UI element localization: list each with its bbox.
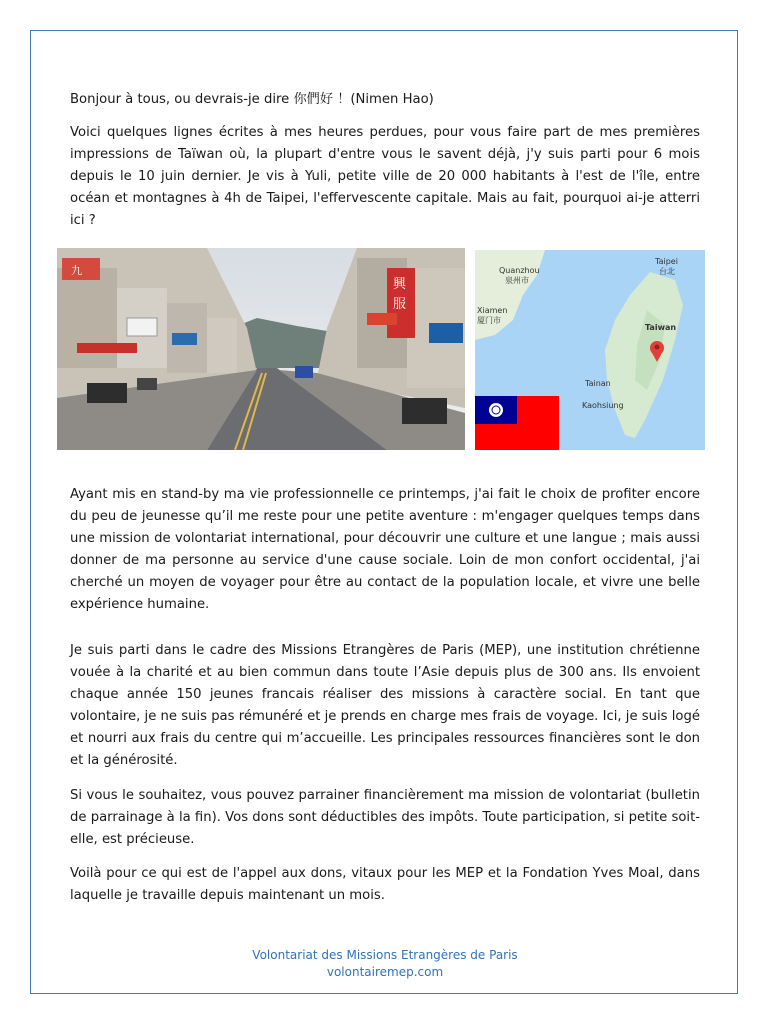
taiwan-map: [475, 250, 705, 450]
label-xiamen-zh: 厦门市: [477, 316, 501, 325]
label-xiamen: Xiamen: [477, 306, 508, 315]
label-tainan: Tainan: [585, 379, 611, 388]
greeting: Bonjour à tous, ou devrais-je dire 你們好 ！(Nimen Hao): [70, 92, 434, 107]
taiwan-flag-icon: [475, 396, 559, 450]
footer-website-link[interactable]: volontairemep.com: [326, 965, 444, 979]
label-quanzhou: Quanzhou: [499, 266, 540, 275]
paragraph-motivation: Ayant mis en stand-by ma vie professionnelle ce printemps, j'ai fait le choix de profiter encore du peu de jeunesse qu’il me reste pour une petite aventure : m'engager quelques temps dans une mission de volontariat international, pour découvrir une culture et une langue ; mais aussi donner de ma personne au service d'une cause sociale. Loin de mon confort occidental, j'ai cherché un moyen de voyager pour être au contact de la population locale, et vivre une belle expérience humaine.: [70, 487, 700, 612]
paragraph-sponsorship: Si vous le souhaitez, vous pouvez parrainer financièrement ma mission de volontariat (bulletin de parrainage à la fin). Vos dons sont déductibles des impôts. Toute participation, si petite soit-elle, est précieuse.: [70, 788, 700, 847]
label-quanzhou-zh: 泉州市: [505, 276, 529, 285]
paragraph-donations: Voilà pour ce qui est de l'appel aux dons, vitaux pour les MEP et la Fondation Yves Moal, dans laquelle je travaille depuis maintenant un mois.: [70, 866, 700, 903]
sign-xing: 興: [393, 277, 407, 292]
paragraph-intro: Voici quelques lignes écrites à mes heures perdues, pour vous faire part de mes premières impressions de Taïwan où, la plupart d'entre vous le savent déjà, j'y suis parti pour 6 mois depuis le 10 juin dernier. Je vis à Yuli, petite ville de 20 000 habitants à l'est de l'île, entre océan et montagnes à 4h de Taipei, l'effervescente capitale. Mais au fait, pourquoi ai-je atterri ici ?: [70, 125, 700, 228]
sign-nine: 九: [71, 264, 82, 277]
street-photo: [57, 248, 465, 450]
label-taipei: Taipei: [655, 257, 678, 266]
paragraph-mep: Je suis parti dans le cadre des Missions Etrangères de Paris (MEP), une institution chrétienne vouée à la charité et au bien commun dans toute l’Asie depuis plus de 300 ans. Ils envoient chaque année 150 jeunes francais réaliser des missions à caractère social. En tant que volontaire, je ne suis pas rémunéré et je prends en charge mes frais de voyage. Ici, je suis logé et nourri aux frais du centre qui m’accueille. Les principales ressources financières sont le don et la générosité.: [70, 643, 700, 768]
footer-organization: Volontariat des Missions Etrangères de Paris: [252, 948, 518, 962]
label-kaohsiung: Kaohsiung: [582, 401, 624, 410]
label-taiwan: Taiwan: [645, 323, 677, 332]
sign-fu: 服: [393, 297, 407, 312]
label-taipei-zh: 台北: [659, 267, 675, 276]
